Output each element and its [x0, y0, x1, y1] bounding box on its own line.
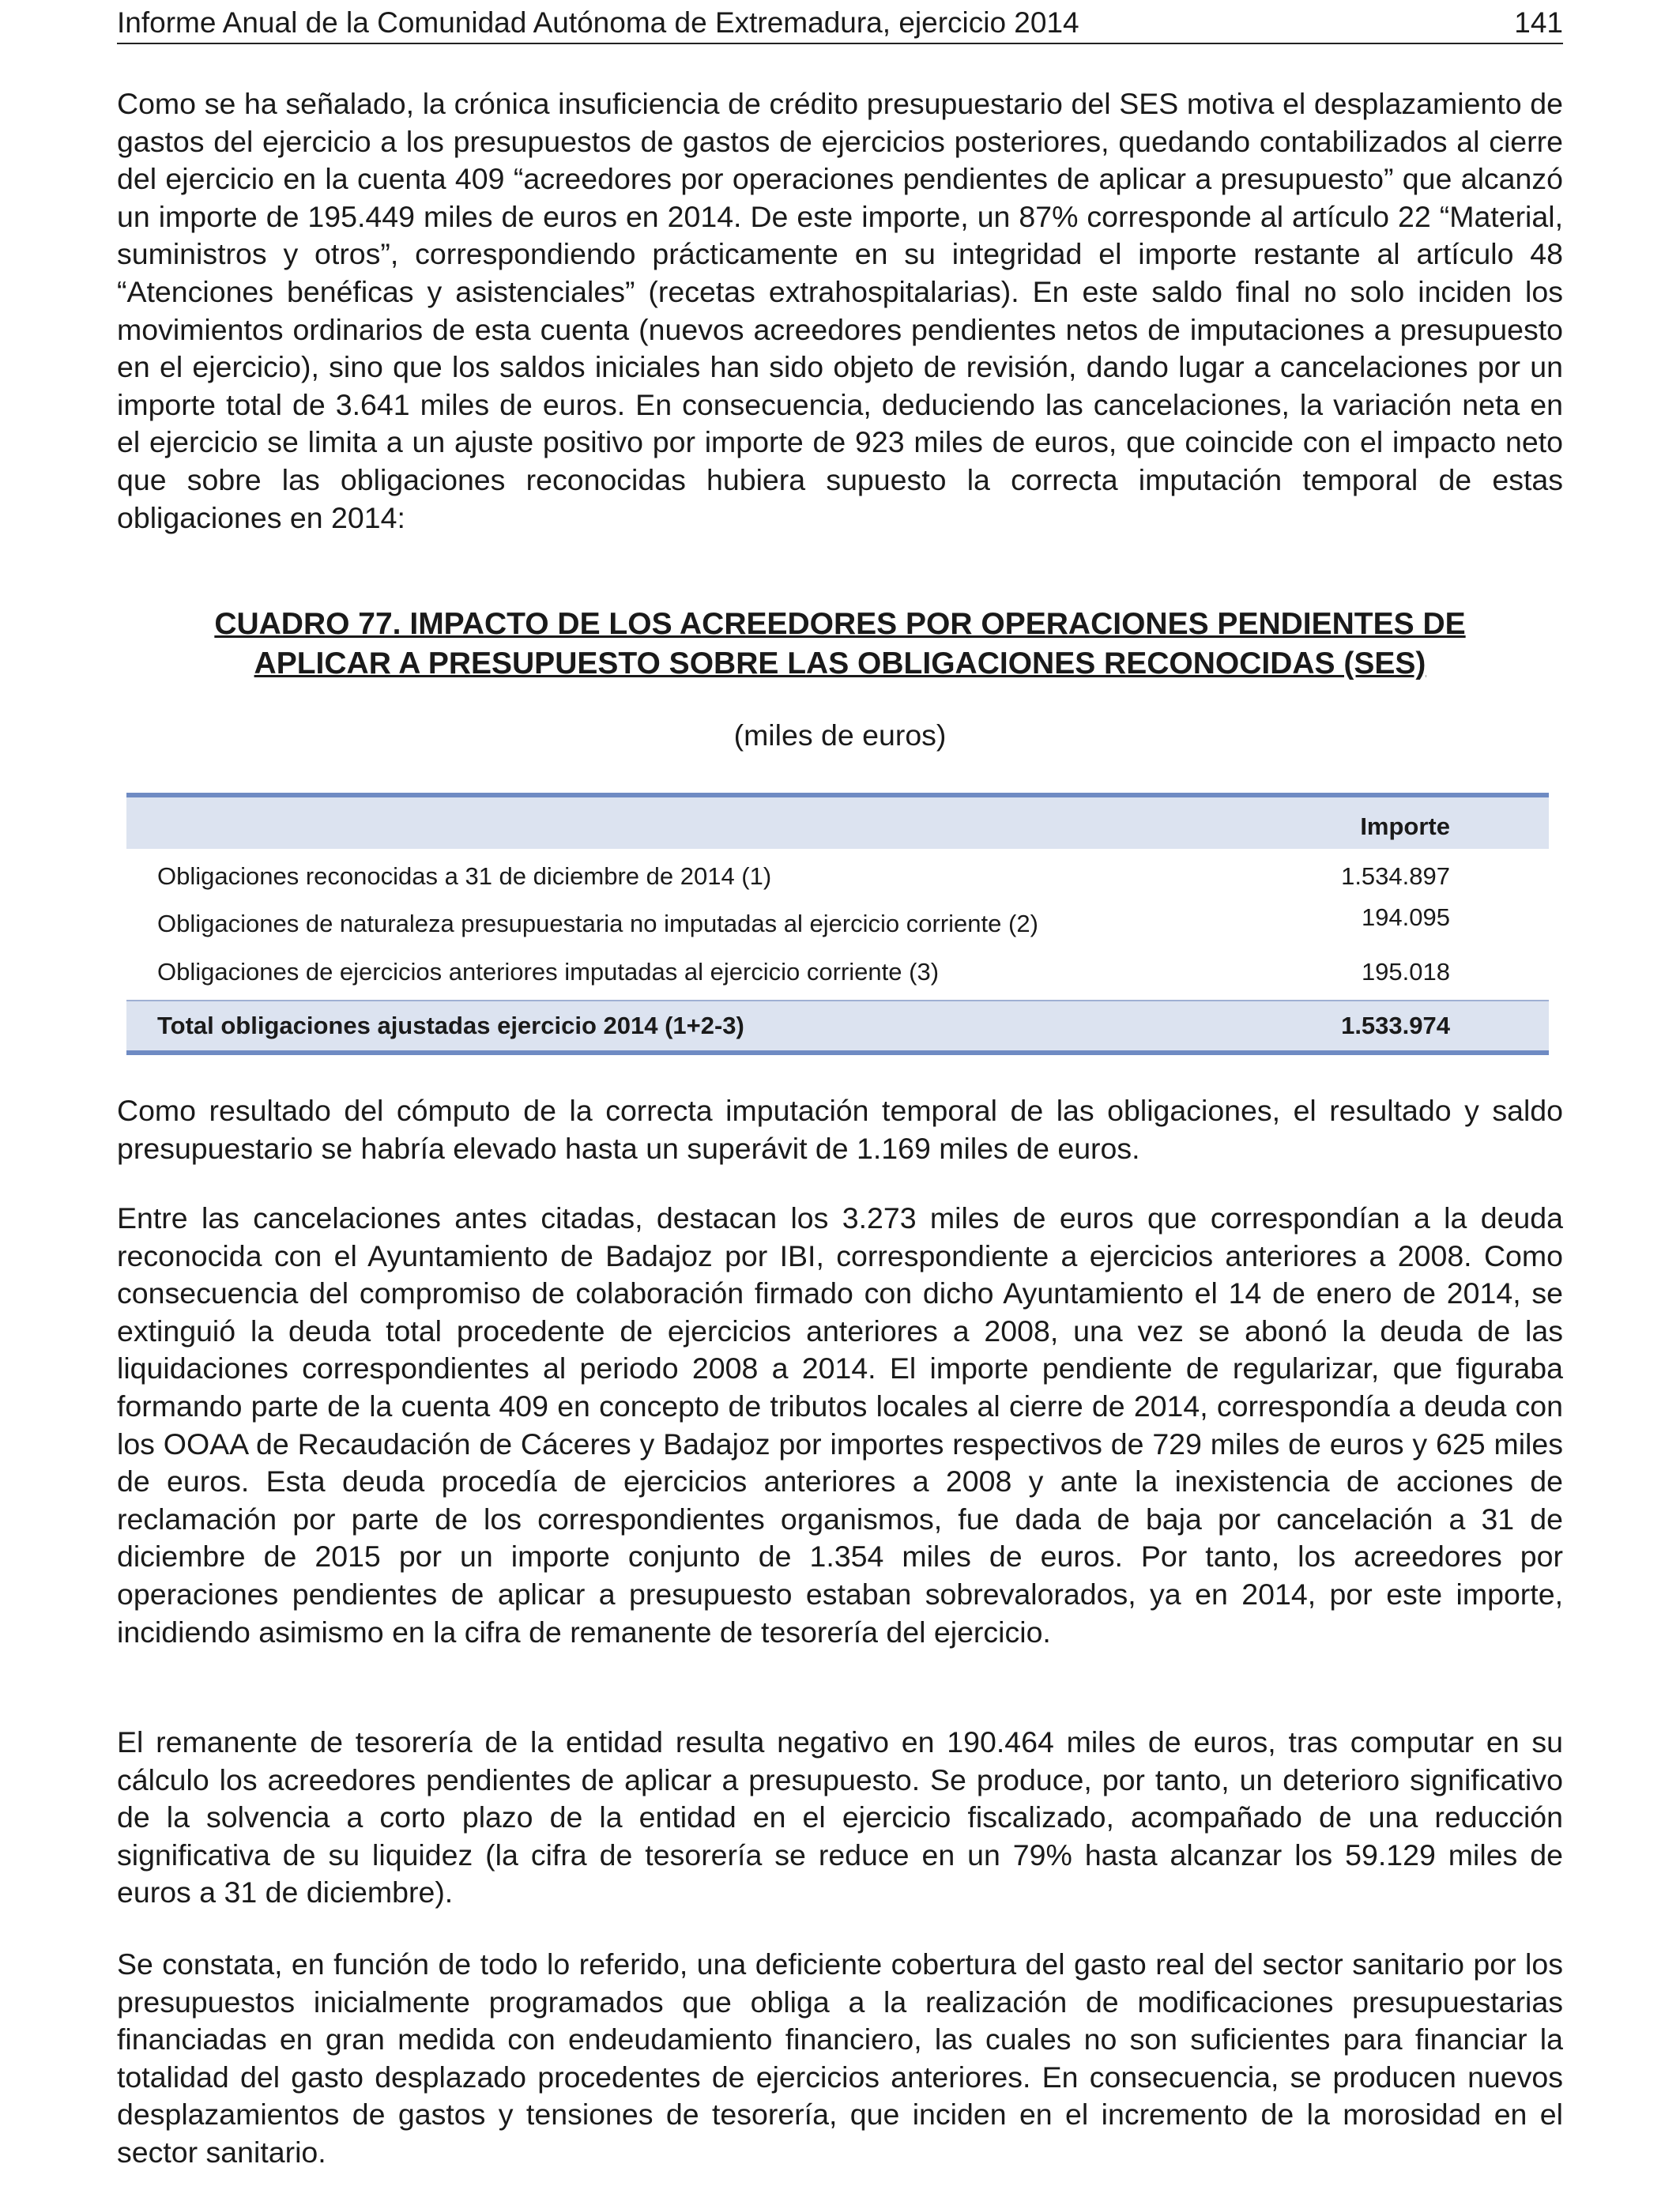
total-label: Total obligaciones ajustadas ejercicio 2014 (1+2-3): [157, 1012, 744, 1039]
paragraph-1: Como se ha señalado, la crónica insuficiencia de crédito presupuestario del SES motiva el desplazamiento de gastos del ejercicio a los presupuestos de gastos de ejercicios posteriores, quedando contabilizados al cierre del ejercicio en la cuenta 409 “acreedores por operaciones pendientes de aplicar a presupuesto” que alcanzó un importe de 195.449 miles de euros en 2014. De este importe, un 87% corresponde al artículo 22 “Material, suministros y otros”, correspondiendo prácticamente en su integridad el importe restante al artículo 48 “Atenciones benéficas y asistenciales” (recetas extrahospitalarias). En este saldo final no solo inciden los movimientos ordinarios de esta cuenta (nuevos acreedores pendientes netos de imputaciones a presupuesto en el ejercicio), sino que los saldos iniciales han sido objeto de revisión, dando lugar a cancelaciones por un importe total de 3.641 miles de euros. En consecuencia, deduciendo las cancelaciones, la variación neta en el ejercicio se limita a un ajuste positivo por importe de 923 miles de euros, que coincide con el impacto neto que sobre las obligaciones reconocidas hubiera supuesto la correcta imputación temporal de estas obligaciones en 2014:: [117, 87, 1563, 534]
table-units: (miles de euros): [733, 718, 947, 752]
header-title: Informe Anual de la Comunidad Autónoma de Extremadura, ejercicio 2014: [117, 6, 1079, 39]
paragraph-2: Como resultado del cómputo de la correcta imputación temporal de las obligaciones, el resultado y saldo presupuestario se habría elevado hasta un superávit de 1.169 miles de euros.: [117, 1094, 1563, 1165]
paragraph-4: El remanente de tesorería de la entidad resulta negativo en 190.464 miles de euros, tras computar en su cálculo los acreedores pendientes de aplicar a presupuesto. Se produce, por tanto, un deterioro significativo de la solvencia a corto plazo de la entidad en el ejercicio fiscalizado, acompañado de una reducción significativa de su liquidez (la cifra de tesorería se reduce en un 79% hasta alcanzar los 59.129 miles de euros a 31 de diciembre).: [117, 1725, 1563, 1909]
table-total-row: [126, 1000, 1549, 1055]
row-label: Obligaciones de naturaleza presupuestaria no imputadas al ejercicio corriente (2): [157, 910, 1038, 937]
row-value: 1.534.897: [1341, 862, 1450, 890]
page-header: [117, 2, 1563, 44]
row-label: Obligaciones reconocidas a 31 de diciembre de 2014 (1): [157, 862, 772, 890]
table-row: [126, 849, 1549, 899]
total-value: 1.533.974: [1341, 1012, 1450, 1039]
paragraph-5: Se constata, en función de todo lo referido, una deficiente cobertura del gasto real del sector sanitario por los presupuestos inicialmente programados que obliga a la realización de modificaciones presupuestarias financiadas en gran medida con endeudamiento financiero, las cuales no son suficientes para financiar la totalidad del gasto desplazado procedentes de ejercicios anteriores. En consecuencia, se producen nuevos desplazamientos de gastos y tensiones de tesorería, que inciden en el incremento de la morosidad en el sector sanitario.: [117, 1947, 1563, 2169]
page-number: 141: [1514, 6, 1563, 39]
table-title-line-2: APLICAR A PRESUPUESTO SOBRE LAS OBLIGACIONES RECONOCIDAS (SES): [254, 647, 1426, 680]
table-row: [126, 899, 1549, 948]
row-value: 194.095: [1361, 903, 1450, 931]
row-value: 195.018: [1361, 958, 1450, 986]
column-header-importe: Importe: [1360, 812, 1450, 840]
data-table: [126, 793, 1549, 1055]
table-row: [126, 948, 1549, 1000]
paragraph-3: Entre las cancelaciones antes citadas, destacan los 3.273 miles de euros que correspondían a la deuda reconocida con el Ayuntamiento de Badajoz por IBI, correspondiente a ejercicios anteriores a 2008. Como consecuencia del compromiso de colaboración firmado con dicho Ayuntamiento el 14 de enero de 2014, se extinguió la deuda total procedente de ejercicios anteriores a 2008, una vez se abonó la deuda de las liquidaciones correspondientes al periodo 2008 a 2014. El importe pendiente de regularizar, que figuraba formando parte de la cuenta 409 en concepto de tributos locales al cierre de 2014, correspondía a deuda con los OOAA de Recaudación de Cáceres y Badajoz por importes respectivos de 729 miles de euros y 625 miles de euros. Esta deuda procedía de ejercicios anteriores a 2008 y ante la inexistencia de acciones de reclamación por parte de los correspondientes organismos, fue dada de baja por cancelación a 31 de diciembre de 2015 por un importe conjunto de 1.354 miles de euros. Por tanto, los acreedores por operaciones pendientes de aplicar a presupuesto estaban sobrevalorados, ya en 2014, por este importe, incidiendo asimismo en la cifra de remanente de tesorería del ejercicio.: [117, 1201, 1563, 1649]
table-title: [117, 605, 1563, 684]
table-title-line-1: CUADRO 77. IMPACTO DE LOS ACREEDORES POR OPERACIONES PENDIENTES DE: [214, 607, 1466, 641]
row-label: Obligaciones de ejercicios anteriores imputadas al ejercicio corriente (3): [157, 958, 940, 986]
table-header-row: [126, 793, 1549, 849]
